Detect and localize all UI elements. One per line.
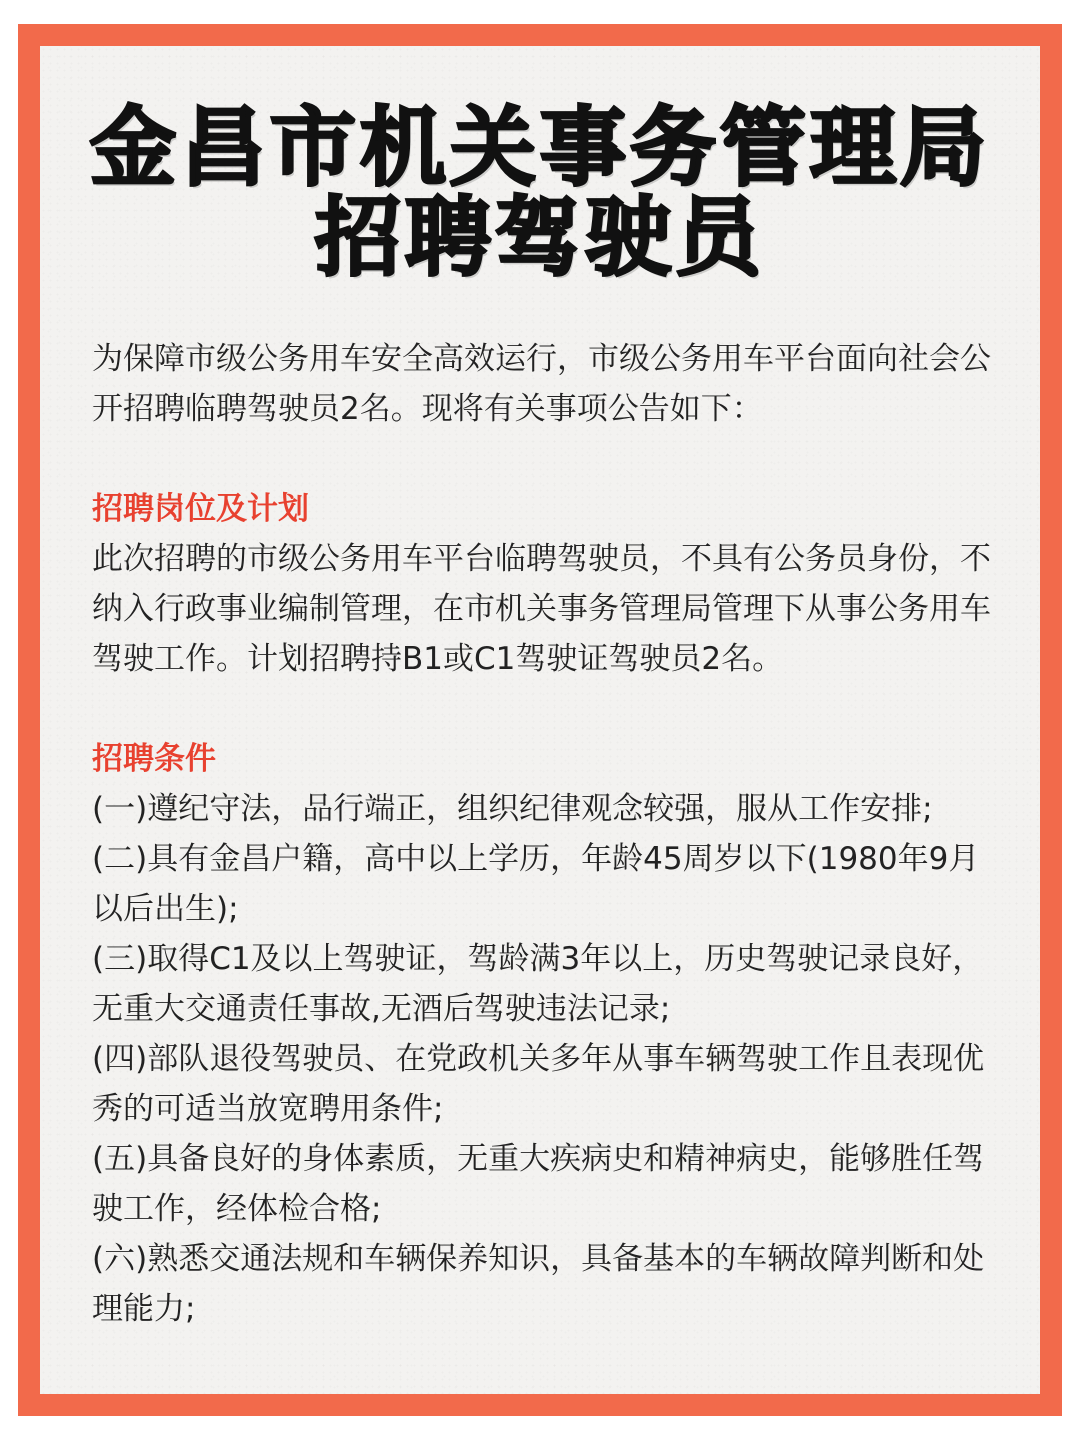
- condition-item: (三)取得C1及以上驾驶证，驾龄满3年以上，历史驾驶记录良好，无重大交通责任事故,无酒后驾驶违法记录;: [92, 941, 984, 1027]
- positions-paragraph: 此次招聘的市级公务用车平台临聘驾驶员，不具有公务员身份，不纳入行政事业编制管理，在市机关事务管理局管理下从事公务用车驾驶工作。计划招聘持B1或C1驾驶证驾驶员2名。: [92, 541, 991, 677]
- section-heading-positions: 招聘岗位及计划: [92, 491, 309, 527]
- condition-item: (一)遵纪守法，品行端正，组织纪律观念较强，服从工作安排;: [92, 791, 933, 827]
- title-line-1: 金昌市机关事务管理局: [90, 98, 990, 198]
- condition-item: (六)熟悉交通法规和车辆保养知识，具备基本的车辆故障判断和处理能力;: [92, 1241, 985, 1327]
- condition-item: (二)具有金昌户籍，高中以上学历，年龄45周岁以下(1980年9月以后出生);: [92, 841, 980, 927]
- title-line-2: 招聘驾驶员: [315, 188, 765, 288]
- intro-paragraph: 为保障市级公务用车安全高效运行，市级公务用车平台面向社会公开招聘临聘驾驶员2名。现将有关事项公告如下：: [92, 341, 991, 427]
- content: [92, 334, 1004, 1334]
- section-heading-conditions: 招聘条件: [92, 741, 216, 777]
- condition-item: (五)具备良好的身体素质，无重大疾病史和精神病史，能够胜任驾驶工作，经体检合格;: [92, 1141, 985, 1227]
- condition-item: (四)部队退役驾驶员、在党政机关多年从事车辆驾驶工作且表现优秀的可适当放宽聘用条件;: [92, 1041, 985, 1127]
